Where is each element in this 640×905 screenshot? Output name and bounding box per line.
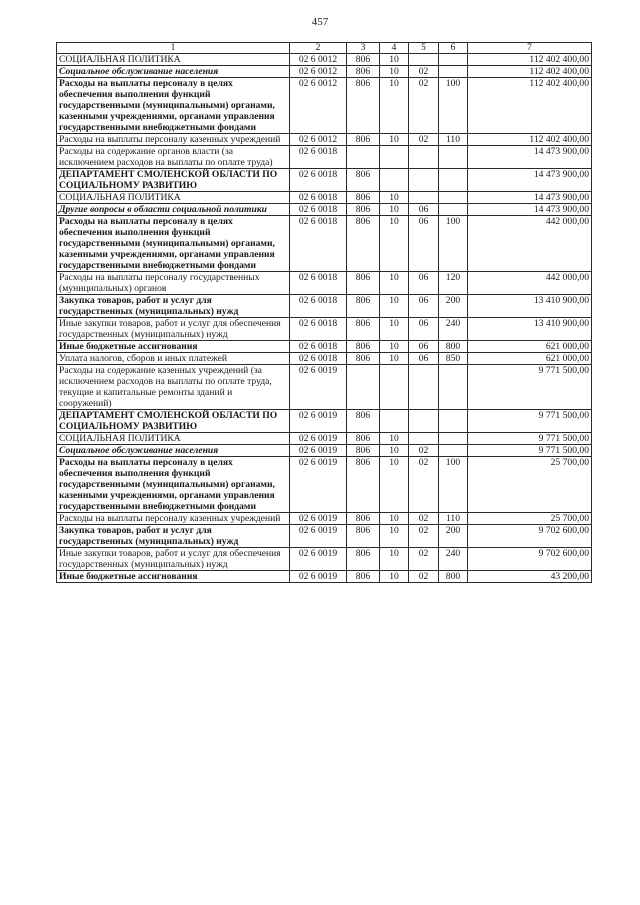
ministry-code: 806: [347, 169, 380, 192]
target-code: 02 6 0012: [290, 78, 347, 134]
row-name: Расходы на содержание органов власти (за исключением расходов на выплаты по оплате труда): [57, 146, 290, 169]
amount: 9 771 500,00: [468, 445, 592, 457]
subsection-code: 02: [409, 525, 439, 548]
target-code: 02 6 0019: [290, 548, 347, 571]
amount: 14 473 900,00: [468, 169, 592, 192]
column-number: 4: [380, 43, 409, 54]
row-name: Иные бюджетные ассигнования: [57, 571, 290, 583]
row-name: Расходы на содержание казенных учреждений (за исключением расходов на выплаты по оплате труда, текущие и капитальные ремонты зданий и сооружений): [57, 365, 290, 410]
row-name: Социальное обслуживание населения: [57, 66, 290, 78]
section-code: [380, 169, 409, 192]
expense-type-code: 200: [439, 295, 468, 318]
section-code: 10: [380, 134, 409, 146]
target-code: 02 6 0019: [290, 433, 347, 445]
target-code: 02 6 0019: [290, 513, 347, 525]
row-name: Социальное обслуживание населения: [57, 445, 290, 457]
expense-type-code: 110: [439, 134, 468, 146]
column-number: 3: [347, 43, 380, 54]
table-row: [57, 513, 592, 525]
section-code: 10: [380, 192, 409, 204]
ministry-code: 806: [347, 192, 380, 204]
section-code: 10: [380, 54, 409, 66]
section-code: 10: [380, 66, 409, 78]
expense-type-code: [439, 169, 468, 192]
row-name: Закупка товаров, работ и услуг для государственных (муниципальных) нужд: [57, 525, 290, 548]
column-number-row: [57, 43, 592, 54]
ministry-code: 806: [347, 204, 380, 216]
amount: 442 000,00: [468, 216, 592, 272]
subsection-code: 02: [409, 78, 439, 134]
subsection-code: 06: [409, 295, 439, 318]
amount: 112 402 400,00: [468, 134, 592, 146]
row-name: СОЦИАЛЬНАЯ ПОЛИТИКА: [57, 54, 290, 66]
table-row: [57, 192, 592, 204]
column-number: 5: [409, 43, 439, 54]
expense-type-code: 100: [439, 457, 468, 513]
table-row: [57, 410, 592, 433]
row-name: ДЕПАРТАМЕНТ СМОЛЕНСКОЙ ОБЛАСТИ ПО СОЦИАЛЬНОМУ РАЗВИТИЮ: [57, 410, 290, 433]
subsection-code: [409, 433, 439, 445]
amount: 25 700,00: [468, 513, 592, 525]
table-row: [57, 272, 592, 295]
ministry-code: 806: [347, 54, 380, 66]
expense-type-code: 100: [439, 216, 468, 272]
table-row: [57, 78, 592, 134]
subsection-code: 06: [409, 204, 439, 216]
target-code: 02 6 0018: [290, 318, 347, 341]
ministry-code: 806: [347, 341, 380, 353]
table-row: [57, 457, 592, 513]
ministry-code: 806: [347, 295, 380, 318]
target-code: 02 6 0019: [290, 445, 347, 457]
subsection-code: 06: [409, 216, 439, 272]
section-code: 10: [380, 433, 409, 445]
amount: 9 771 500,00: [468, 410, 592, 433]
subsection-code: [409, 146, 439, 169]
expense-type-code: [439, 365, 468, 410]
target-code: 02 6 0018: [290, 272, 347, 295]
ministry-code: 806: [347, 66, 380, 78]
amount: 112 402 400,00: [468, 78, 592, 134]
row-name: Иные закупки товаров, работ и услуг для обеспечения государственных (муниципальных) нужд: [57, 318, 290, 341]
expense-type-code: [439, 445, 468, 457]
target-code: 02 6 0018: [290, 353, 347, 365]
expense-type-code: 240: [439, 548, 468, 571]
ministry-code: 806: [347, 445, 380, 457]
amount: 621 000,00: [468, 353, 592, 365]
subsection-code: [409, 54, 439, 66]
target-code: 02 6 0018: [290, 341, 347, 353]
ministry-code: 806: [347, 216, 380, 272]
column-number: 2: [290, 43, 347, 54]
table-row: [57, 353, 592, 365]
section-code: 10: [380, 548, 409, 571]
row-name: Расходы на выплаты персоналу государственных (муниципальных) органов: [57, 272, 290, 295]
amount: 442 000,00: [468, 272, 592, 295]
expense-type-code: 800: [439, 571, 468, 583]
table-row: [57, 525, 592, 548]
section-code: 10: [380, 78, 409, 134]
section-code: 10: [380, 525, 409, 548]
target-code: 02 6 0019: [290, 525, 347, 548]
ministry-code: 806: [347, 548, 380, 571]
expense-type-code: [439, 146, 468, 169]
row-name: Расходы на выплаты персоналу в целях обеспечения выполнения функций государственными (муниципальными) органами, казенными учреждениями, органами управления государственными внебюджетными фондами: [57, 216, 290, 272]
section-code: [380, 365, 409, 410]
section-code: 10: [380, 318, 409, 341]
target-code: 02 6 0012: [290, 54, 347, 66]
ministry-code: 806: [347, 318, 380, 341]
table-row: [57, 365, 592, 410]
table-row: [57, 134, 592, 146]
row-name: Расходы на выплаты персоналу в целях обеспечения выполнения функций государственными (муниципальными) органами, казенными учреждениями, органами управления государственными внебюджетными фондами: [57, 457, 290, 513]
amount: 13 410 900,00: [468, 295, 592, 318]
row-name: СОЦИАЛЬНАЯ ПОЛИТИКА: [57, 433, 290, 445]
amount: 9 702 600,00: [468, 548, 592, 571]
target-code: 02 6 0018: [290, 204, 347, 216]
row-name: Иные закупки товаров, работ и услуг для обеспечения государственных (муниципальных) нужд: [57, 548, 290, 571]
table-row: [57, 571, 592, 583]
expense-type-code: 110: [439, 513, 468, 525]
subsection-code: 02: [409, 134, 439, 146]
column-number: 1: [57, 43, 290, 54]
row-name: СОЦИАЛЬНАЯ ПОЛИТИКА: [57, 192, 290, 204]
subsection-code: [409, 169, 439, 192]
row-name: Расходы на выплаты персоналу в целях обеспечения выполнения функций государственными (муниципальными) органами, казенными учреждениями, органами управления государственными внебюджетными фондами: [57, 78, 290, 134]
expense-type-code: [439, 410, 468, 433]
table-row: [57, 66, 592, 78]
ministry-code: 806: [347, 571, 380, 583]
section-code: 10: [380, 445, 409, 457]
ministry-code: 806: [347, 457, 380, 513]
row-name: Иные бюджетные ассигнования: [57, 341, 290, 353]
target-code: 02 6 0018: [290, 169, 347, 192]
target-code: 02 6 0012: [290, 134, 347, 146]
target-code: 02 6 0018: [290, 216, 347, 272]
expense-type-code: [439, 204, 468, 216]
section-code: [380, 410, 409, 433]
table-row: [57, 146, 592, 169]
ministry-code: 806: [347, 78, 380, 134]
row-name: Расходы на выплаты персоналу казенных учреждений: [57, 513, 290, 525]
amount: 14 473 900,00: [468, 146, 592, 169]
section-code: [380, 146, 409, 169]
ministry-code: [347, 365, 380, 410]
subsection-code: 06: [409, 341, 439, 353]
expense-type-code: [439, 192, 468, 204]
amount: 9 771 500,00: [468, 365, 592, 410]
page-number: 457: [311, 16, 329, 28]
subsection-code: [409, 192, 439, 204]
table-row: [57, 318, 592, 341]
ministry-code: 806: [347, 134, 380, 146]
amount: 43 200,00: [468, 571, 592, 583]
table-row: [57, 433, 592, 445]
section-code: 10: [380, 353, 409, 365]
expense-type-code: [439, 433, 468, 445]
subsection-code: 06: [409, 353, 439, 365]
target-code: 02 6 0019: [290, 410, 347, 433]
expense-type-code: 120: [439, 272, 468, 295]
section-code: 10: [380, 216, 409, 272]
ministry-code: 806: [347, 525, 380, 548]
subsection-code: 02: [409, 548, 439, 571]
target-code: 02 6 0012: [290, 66, 347, 78]
expense-type-code: 240: [439, 318, 468, 341]
amount: 621 000,00: [468, 341, 592, 353]
section-code: 10: [380, 204, 409, 216]
target-code: 02 6 0018: [290, 192, 347, 204]
row-name: Другие вопросы в области социальной политики: [57, 204, 290, 216]
expense-type-code: 200: [439, 525, 468, 548]
subsection-code: 02: [409, 66, 439, 78]
row-name: Расходы на выплаты персоналу казенных учреждений: [57, 134, 290, 146]
table-row: [57, 54, 592, 66]
expense-type-code: 100: [439, 78, 468, 134]
section-code: 10: [380, 571, 409, 583]
subsection-code: 06: [409, 318, 439, 341]
subsection-code: 02: [409, 445, 439, 457]
expense-type-code: [439, 66, 468, 78]
column-number: 6: [439, 43, 468, 54]
amount: 9 702 600,00: [468, 525, 592, 548]
table-row: [57, 204, 592, 216]
subsection-code: [409, 410, 439, 433]
amount: 112 402 400,00: [468, 66, 592, 78]
section-code: 10: [380, 513, 409, 525]
section-code: 10: [380, 457, 409, 513]
table-row: [57, 169, 592, 192]
row-name: Уплата налогов, сборов и иных платежей: [57, 353, 290, 365]
budget-table: [56, 42, 592, 583]
table-row: [57, 548, 592, 571]
table-row: [57, 295, 592, 318]
target-code: 02 6 0019: [290, 571, 347, 583]
expense-type-code: [439, 54, 468, 66]
ministry-code: 806: [347, 353, 380, 365]
section-code: 10: [380, 341, 409, 353]
subsection-code: 06: [409, 272, 439, 295]
expense-type-code: 800: [439, 341, 468, 353]
table-row: [57, 216, 592, 272]
target-code: 02 6 0019: [290, 457, 347, 513]
target-code: 02 6 0019: [290, 365, 347, 410]
amount: 14 473 900,00: [468, 204, 592, 216]
amount: 13 410 900,00: [468, 318, 592, 341]
subsection-code: [409, 365, 439, 410]
row-name: Закупка товаров, работ и услуг для государственных (муниципальных) нужд: [57, 295, 290, 318]
subsection-code: 02: [409, 513, 439, 525]
ministry-code: 806: [347, 410, 380, 433]
ministry-code: 806: [347, 433, 380, 445]
ministry-code: 806: [347, 272, 380, 295]
amount: 14 473 900,00: [468, 192, 592, 204]
target-code: 02 6 0018: [290, 295, 347, 318]
target-code: 02 6 0018: [290, 146, 347, 169]
column-number: 7: [468, 43, 592, 54]
section-code: 10: [380, 295, 409, 318]
subsection-code: 02: [409, 457, 439, 513]
subsection-code: 02: [409, 571, 439, 583]
section-code: 10: [380, 272, 409, 295]
ministry-code: [347, 146, 380, 169]
ministry-code: 806: [347, 513, 380, 525]
amount: 112 402 400,00: [468, 54, 592, 66]
expense-type-code: 850: [439, 353, 468, 365]
table-row: [57, 445, 592, 457]
row-name: ДЕПАРТАМЕНТ СМОЛЕНСКОЙ ОБЛАСТИ ПО СОЦИАЛЬНОМУ РАЗВИТИЮ: [57, 169, 290, 192]
amount: 9 771 500,00: [468, 433, 592, 445]
table-row: [57, 341, 592, 353]
amount: 25 700,00: [468, 457, 592, 513]
